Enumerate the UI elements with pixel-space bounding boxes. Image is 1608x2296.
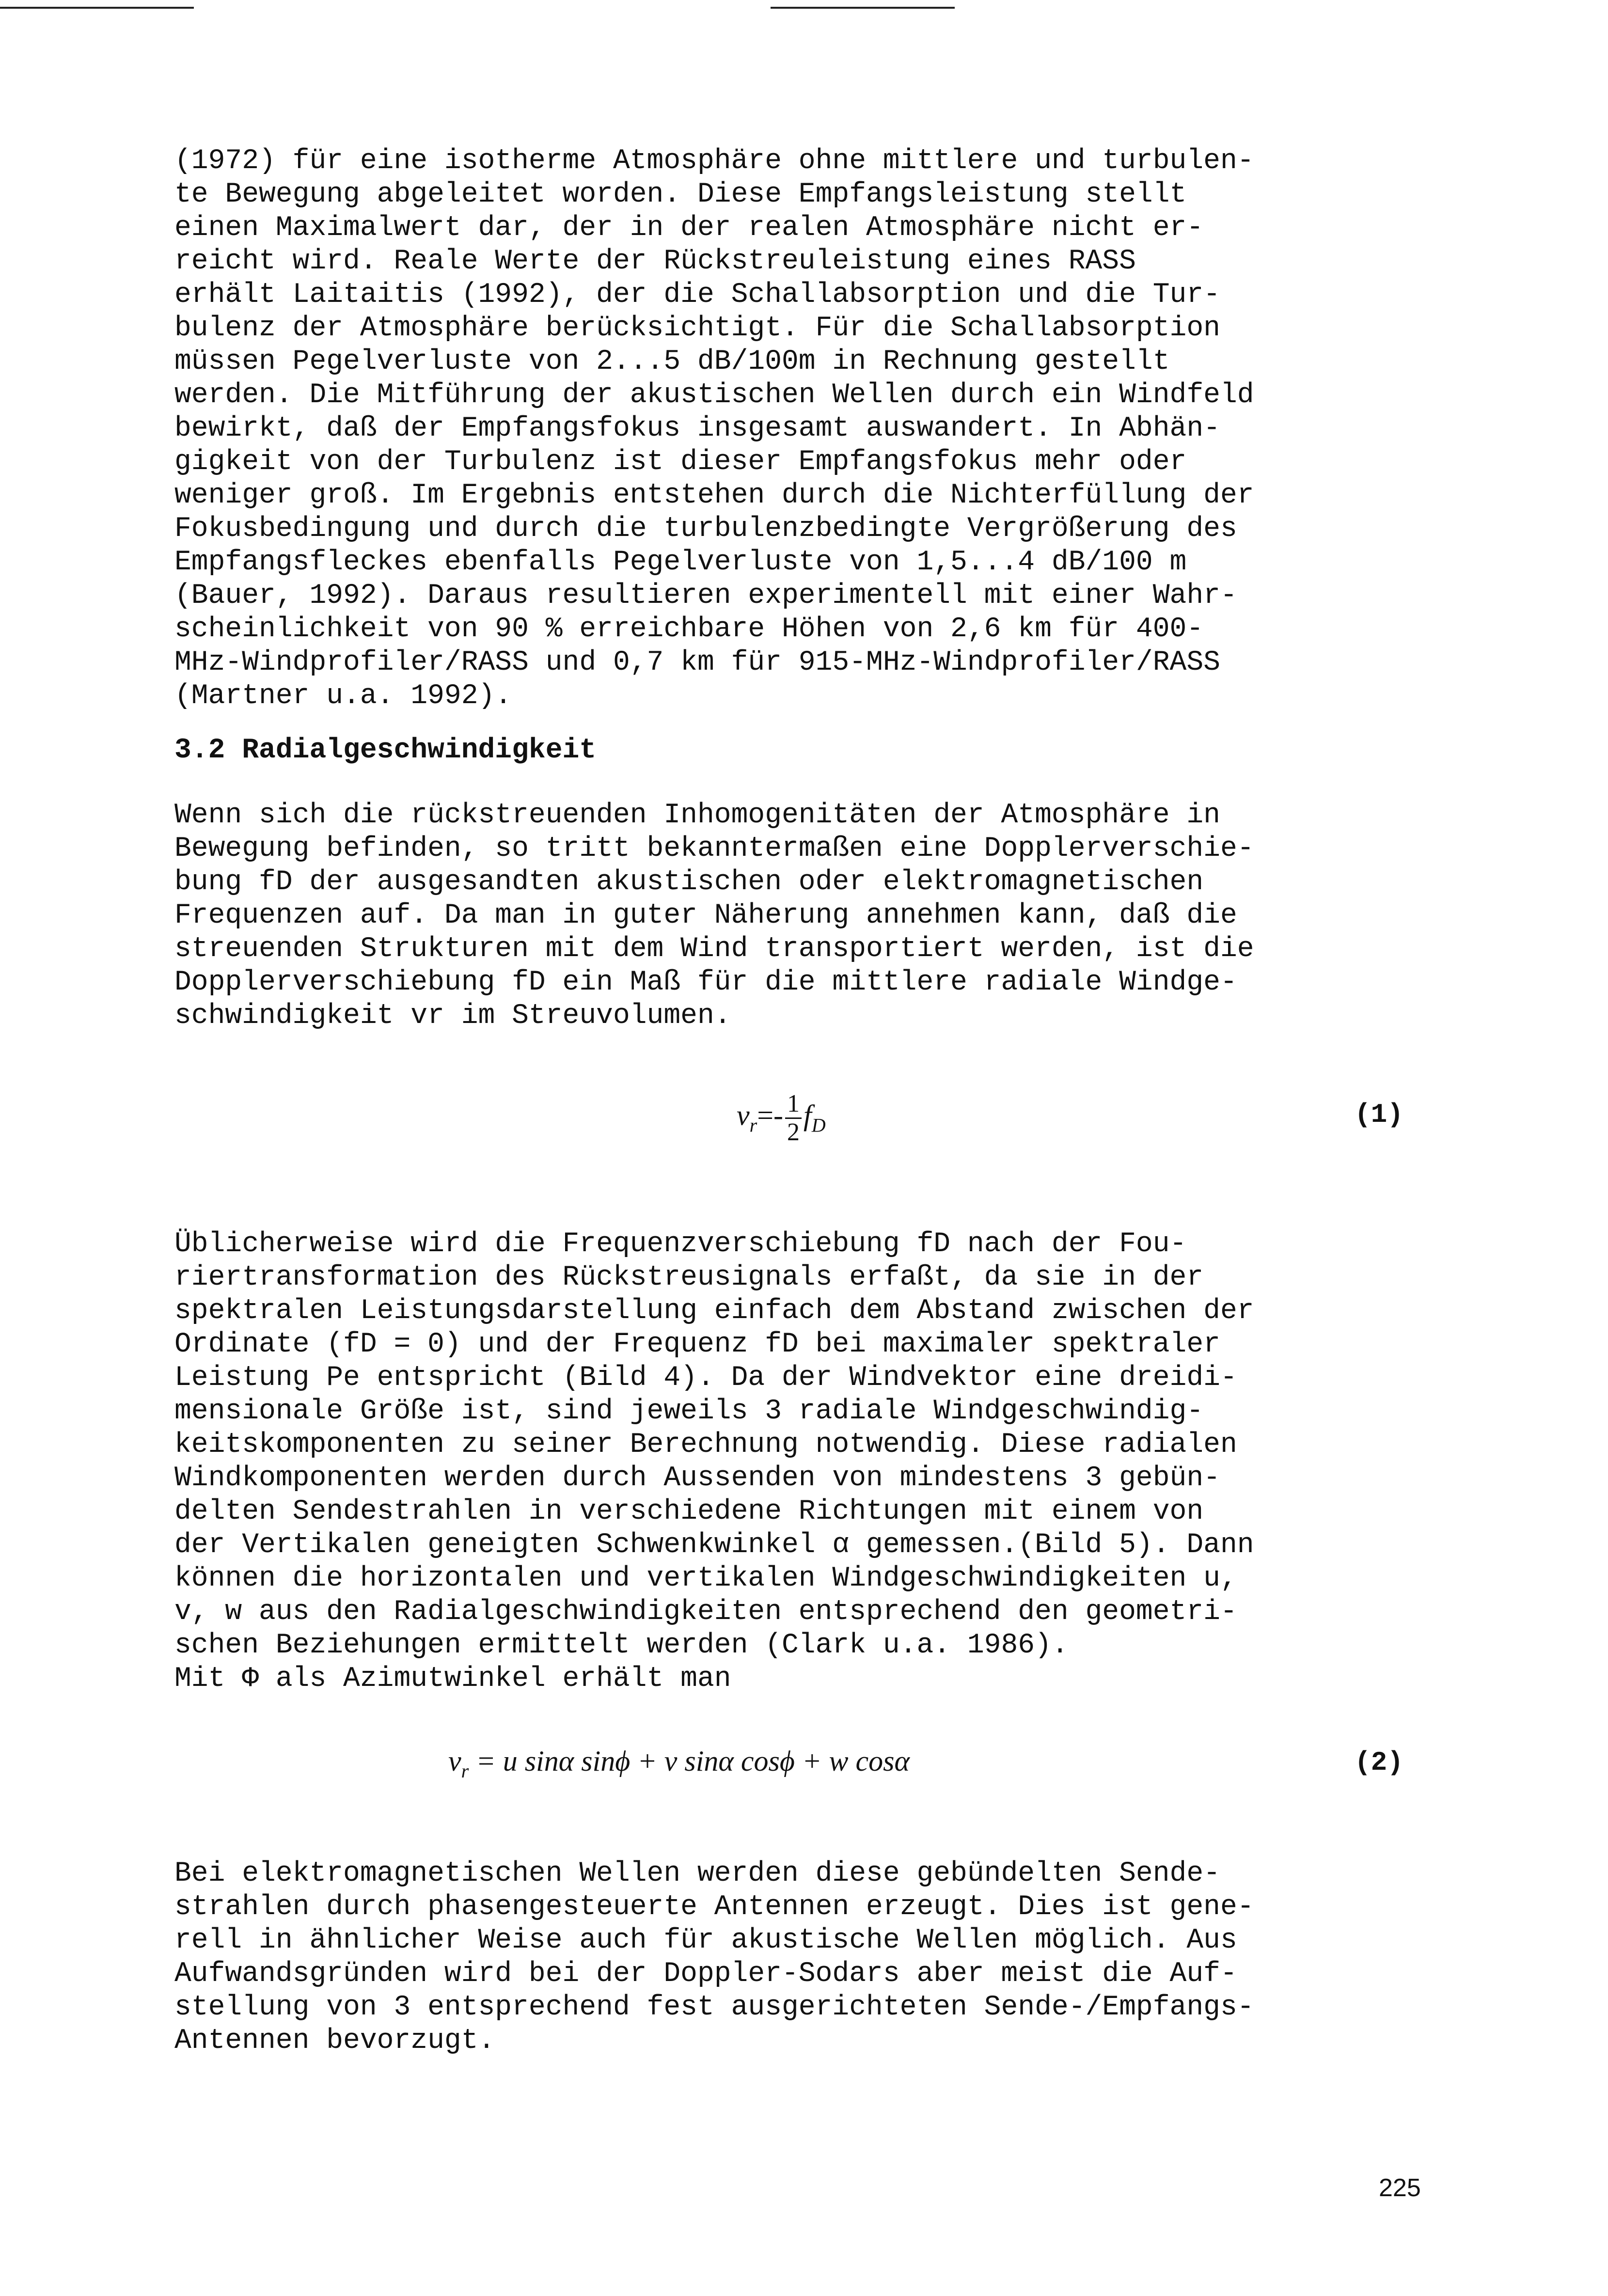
text-line: Empfangsfleckes ebenfalls Pegelverluste von 1,5...4 dB/100 m: [174, 547, 1187, 578]
text-line: werden. Die Mitführung der akustischen Wellen durch ein Windfeld: [174, 379, 1254, 411]
text-line: bung fD der ausgesandten akustischen oder elektromagnetischen: [174, 866, 1204, 898]
text-line: schwindigkeit vr im Streuvolumen.: [174, 1000, 731, 1032]
text-line: rell in ähnlicher Weise auch für akustische Wellen möglich. Aus: [174, 1925, 1237, 1956]
eq1-rhs-sub: D: [811, 1114, 826, 1136]
text-line: Dopplerverschiebung fD ein Maß für die mittlere radiale Windge-: [174, 967, 1237, 998]
text-line: riertransformation des Rückstreusignals erfaßt, da sie in der: [174, 1262, 1204, 1293]
text-line: Leistung Pe entspricht (Bild 4). Da der Windvektor eine dreidi-: [174, 1362, 1237, 1394]
text-line: streuenden Strukturen mit dem Wind transportiert werden, ist die: [174, 933, 1254, 965]
text-line: erhält Laitaitis (1992), der die Schallabsorption und die Tur-: [174, 279, 1220, 311]
page-number: 225: [1379, 2174, 1421, 2202]
eq1-denominator: 2: [787, 1118, 800, 1146]
top-rule-left: [0, 7, 194, 9]
paragraph-3: [174, 1227, 1435, 1696]
eq2-lhs-sub: r: [461, 1760, 469, 1782]
text-line: Mit Φ als Azimutwinkel erhält man: [174, 1663, 731, 1695]
eq2-rhs: = u sinα sinϕ + v sinα cosϕ + w cosα: [476, 1745, 910, 1777]
eq1-lhs-sub: r: [749, 1114, 757, 1136]
text-line: te Bewegung abgeleitet worden. Diese Empfangsleistung stellt: [174, 179, 1187, 210]
text-line: stellung von 3 entsprechend fest ausgerichteten Sende-/Empfangs-: [174, 1992, 1254, 2023]
top-rule-right: [771, 7, 955, 9]
text-line: reicht wird. Reale Werte der Rückstreuleistung eines RASS: [174, 246, 1136, 277]
text-line: bewirkt, daß der Empfangsfokus insgesamt auswandert. In Abhän-: [174, 413, 1220, 444]
text-line: Aufwandsgründen wird bei der Doppler-Sodars aber meist die Auf-: [174, 1958, 1237, 1990]
text-line: MHz-Windprofiler/RASS und 0,7 km für 915-MHz-Windprofiler/RASS: [174, 647, 1220, 678]
text-line: (Martner u.a. 1992).: [174, 680, 512, 712]
text-line: Frequenzen auf. Da man in guter Näherung annehmen kann, daß die: [174, 900, 1237, 931]
text-line: delten Sendestrahlen in verschiedene Richtungen mit einem von: [174, 1496, 1204, 1527]
eq2-lhs: v: [448, 1745, 461, 1777]
paragraph-4: [174, 1857, 1435, 2058]
text-line: einen Maximalwert dar, der in der realen Atmosphäre nicht er-: [174, 212, 1204, 244]
text-line: können die horizontalen und vertikalen Windgeschwindigkeiten u,: [174, 1563, 1237, 1594]
text-line: der Vertikalen geneigten Schwenkwinkel α gemessen.(Bild 5). Dann: [174, 1529, 1254, 1561]
text-line: Fokusbedingung und durch die turbulenzbedingte Vergrößerung des: [174, 513, 1237, 545]
eq1-equals: =-: [757, 1099, 784, 1132]
text-line: gigkeit von der Turbulenz ist dieser Empfangsfokus mehr oder: [174, 446, 1187, 478]
text-line: scheinlichkeit von 90 % erreichbare Höhen von 2,6 km für 400-: [174, 613, 1204, 645]
text-line: müssen Pegelverluste von 2...5 dB/100m in Rechnung gestellt: [174, 346, 1170, 377]
eq1-fraction: [785, 1090, 802, 1146]
equation-2: [448, 1745, 910, 1782]
text-line: Bewegung befinden, so tritt bekanntermaßen eine Dopplerverschie-: [174, 833, 1254, 865]
text-line: mensionale Größe ist, sind jeweils 3 radiale Windgeschwindig-: [174, 1396, 1204, 1427]
text-line: Windkomponenten werden durch Aussenden von mindestens 3 gebün-: [174, 1463, 1220, 1494]
eq1-lhs: v: [737, 1099, 750, 1132]
eq1-rhs: f: [804, 1099, 812, 1132]
text-line: Wenn sich die rückstreuenden Inhomogenitäten der Atmosphäre in: [174, 800, 1220, 831]
equation-1: [737, 1090, 826, 1146]
text-line: schen Beziehungen ermittelt werden (Clark u.a. 1986).: [174, 1630, 1069, 1661]
text-line: bulenz der Atmosphäre berücksichtigt. Für die Schallabsorption: [174, 313, 1220, 344]
paragraph-1: [174, 144, 1435, 713]
paragraph-2: [174, 799, 1435, 1033]
text-line: v, w aus den Radialgeschwindigkeiten entsprechend den geometri-: [174, 1596, 1237, 1628]
text-line: strahlen durch phasengesteuerte Antennen erzeugt. Dies ist gene-: [174, 1891, 1254, 1923]
text-line: weniger groß. Im Ergebnis entstehen durch die Nichterfüllung der: [174, 480, 1254, 511]
eq1-numerator: 1: [785, 1090, 802, 1119]
text-line: Antennen bevorzugt.: [174, 2025, 495, 2057]
text-line: (1972) für eine isotherme Atmosphäre ohne mittlere und turbulen-: [174, 145, 1254, 177]
section-heading: 3.2 Radialgeschwindigkeit: [174, 735, 597, 766]
equation-2-number: (2): [1355, 1747, 1403, 1778]
text-line: Bei elektromagnetischen Wellen werden diese gebündelten Sende-: [174, 1858, 1220, 1889]
text-line: keitskomponenten zu seiner Berechnung notwendig. Diese radialen: [174, 1429, 1237, 1461]
text-line: (Bauer, 1992). Daraus resultieren experimentell mit einer Wahr-: [174, 580, 1237, 612]
text-line: Ordinate (fD = 0) und der Frequenz fD bei maximaler spektraler: [174, 1329, 1220, 1360]
text-line: Üblicherweise wird die Frequenzverschiebung fD nach der Fou-: [174, 1228, 1187, 1260]
equation-1-number: (1): [1355, 1099, 1403, 1130]
text-line: spektralen Leistungsdarstellung einfach dem Abstand zwischen der: [174, 1295, 1254, 1327]
